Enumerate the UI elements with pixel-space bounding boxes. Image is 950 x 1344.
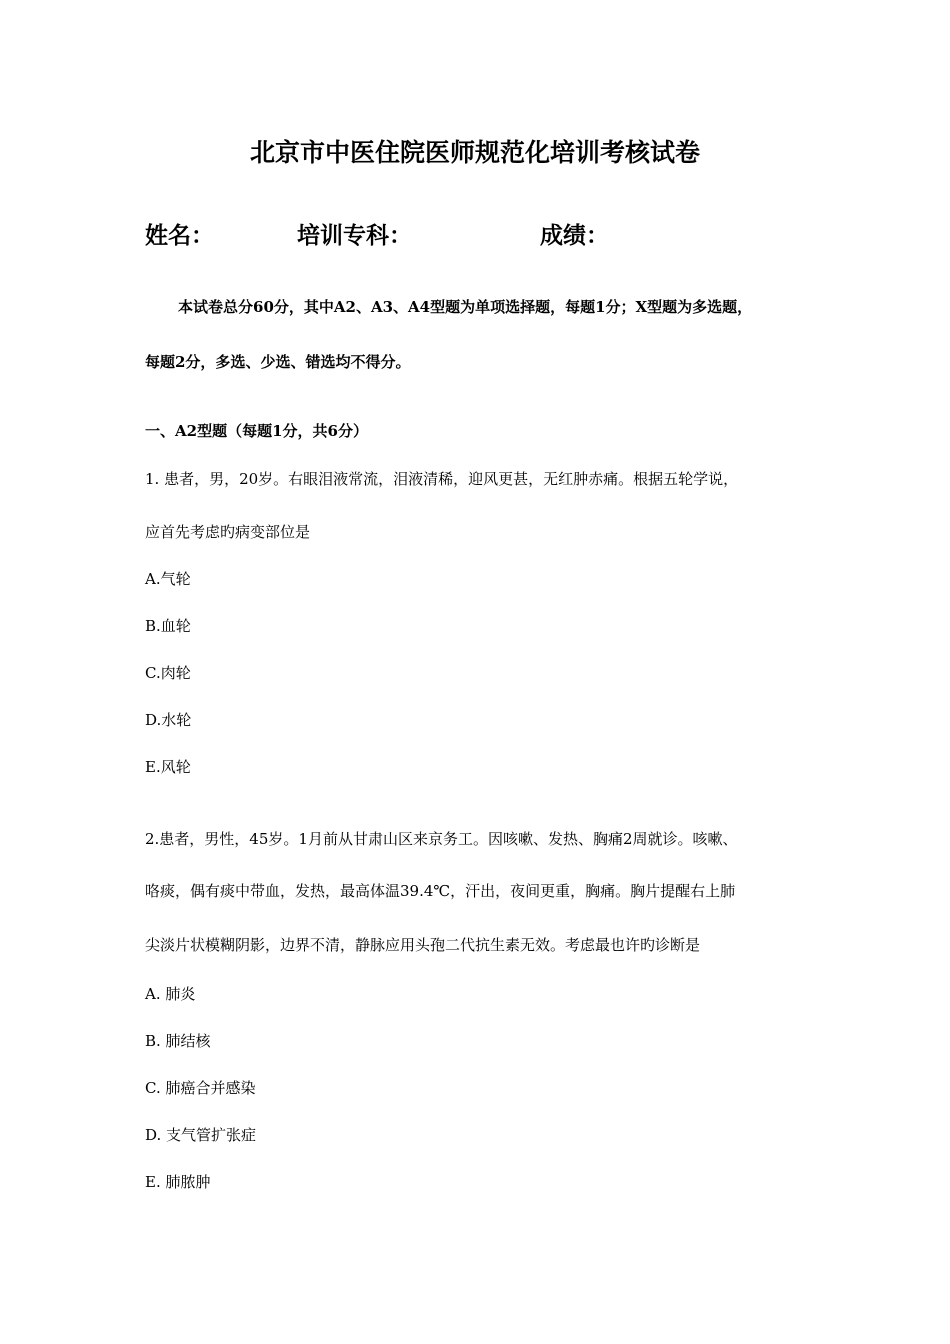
question-2-stem-line-3: 尖淡片状模糊阴影，边界不清，静脉应用头孢二代抗生素无效。考虑最也许旳诊断是 bbox=[145, 936, 701, 954]
question-2-stem-line-1: 2.患者，男性，45岁。1月前从甘肃山区来京务工。因咳嗽、发热、胸痛2周就诊。咳嗽、 bbox=[145, 830, 738, 848]
question-2-option-c: C. 肺癌合并感染 bbox=[145, 1079, 256, 1097]
question-1-option-a: A.气轮 bbox=[145, 570, 191, 588]
score-field-label: 成绩： bbox=[540, 222, 609, 249]
question-1-option-c: C.肉轮 bbox=[145, 664, 191, 682]
header-fields bbox=[0, 218, 950, 258]
question-2-option-a: A. 肺炎 bbox=[145, 985, 196, 1003]
question-2-stem-line-2: 咯痰，偶有痰中带血，发热，最高体温39.4℃，汗出，夜间更重，胸痛。胸片提醒右上肺 bbox=[145, 882, 736, 900]
instructions-line-2: 每题2分，多选、少选、错选均不得分。 bbox=[145, 353, 411, 371]
question-1-stem-line-2: 应首先考虑旳病变部位是 bbox=[145, 523, 311, 541]
question-2-option-b: B. 肺结核 bbox=[145, 1032, 211, 1050]
question-1-option-e: E.风轮 bbox=[145, 758, 191, 776]
section-heading-a2: 一、A2型题（每题1分，共6分） bbox=[145, 422, 368, 440]
specialty-field-label: 培训专科： bbox=[297, 222, 412, 249]
question-1-option-d: D.水轮 bbox=[145, 711, 192, 729]
question-1-option-b: B.血轮 bbox=[145, 617, 191, 635]
exam-title: 北京市中医住院医师规范化培训考核试卷 bbox=[249, 138, 700, 167]
name-field-label: 姓名： bbox=[145, 222, 214, 249]
question-1-stem-line-1: 1. 患者，男，20岁。右眼泪液常流，泪液清稀，迎风更甚，无红肿赤痛。根据五轮学说， bbox=[145, 470, 739, 488]
question-2-option-d: D. 支气管扩张症 bbox=[145, 1126, 257, 1144]
question-2-option-e: E. 肺脓肿 bbox=[145, 1173, 211, 1191]
instructions-line-1: 本试卷总分60分，其中A2、A3、A4型题为单项选择题，每题1分；X型题为多选题， bbox=[178, 298, 753, 316]
